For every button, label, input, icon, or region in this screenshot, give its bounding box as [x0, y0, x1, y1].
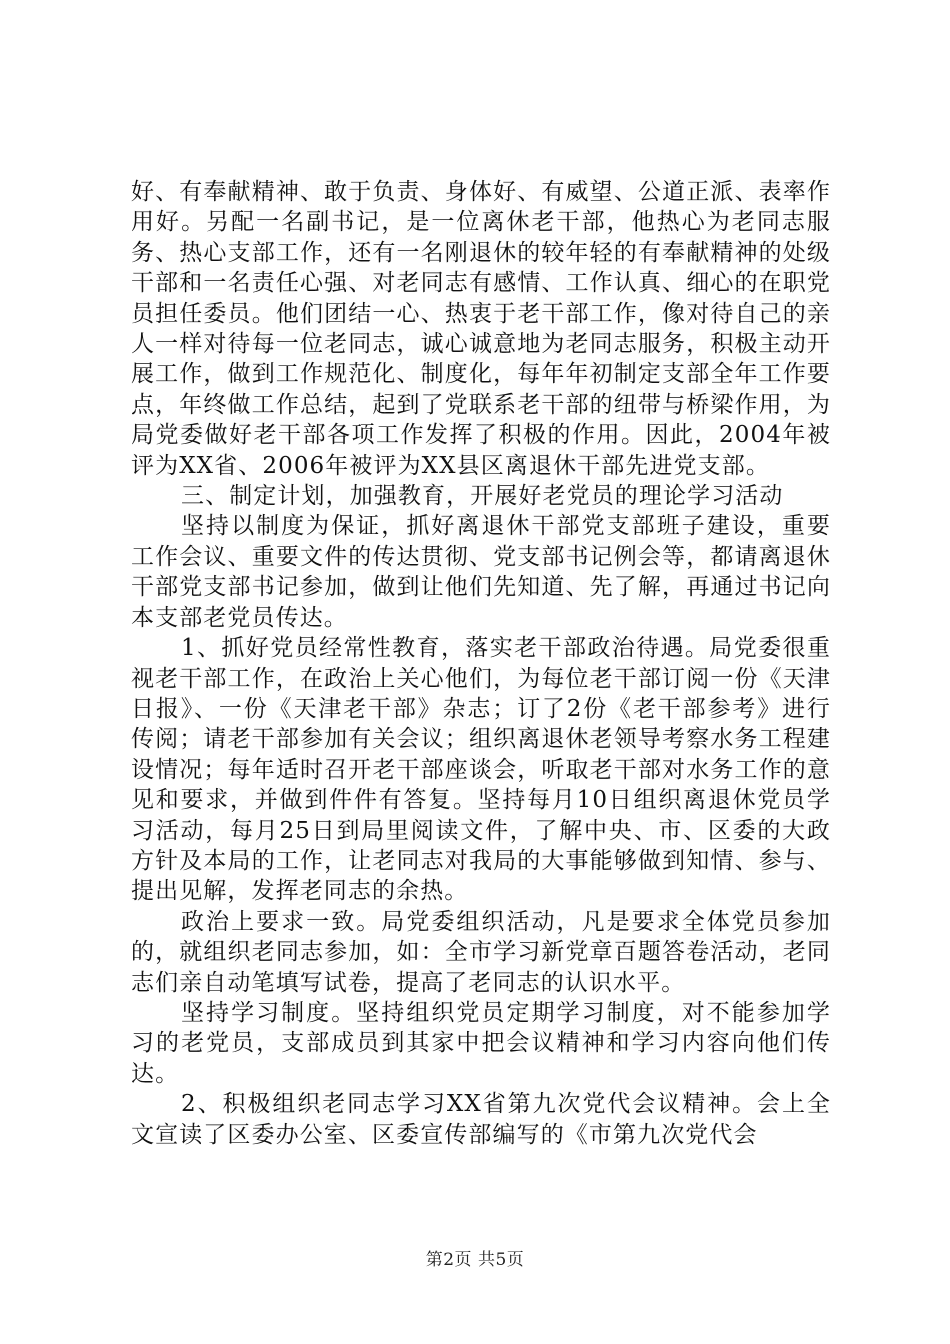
section-heading: 三、制定计划，加强教育，开展好老党员的理论学习活动	[181, 483, 784, 510]
page-number-footer: 第2页 共5页	[425, 1250, 525, 1270]
body-paragraph: 政治上要求一致。局党委组织活动，凡是要求全体党员参加的，就组织老同志参加，如：全市学习新党章百题答卷活动，老同志们亲自动笔填写试卷，提高了老同志的认识水平。	[131, 908, 831, 996]
document-body	[131, 177, 831, 1150]
body-paragraph: 坚持以制度为保证，抓好离退休干部党支部班子建设，重要工作会议、重要文件的传达贯彻、党支部书记例会等，都请离退休干部党支部书记参加，做到让他们先知道、先了解，再通过书记向本支部老党员传达。	[131, 513, 831, 631]
body-paragraph: 1、抓好党员经常性教育，落实老干部政治待遇。局党委很重视老干部工作，在政治上关心他们，为每位老干部订阅一份《天津日报》、一份《天津老干部》杂志；订了2份《老干部参考》进行传阅；请老干部参加有关会议；组织离退休老领导考察水务工程建设情况；每年适时召开老干部座谈会，听取老干部对水务工作的意见和要求，并做到件件有答复。坚持每月10日组织离退休党员学习活动，每月25日到局里阅读文件，了解中央、市、区委的大政方针及本局的工作，让老同志对我局的大事能够做到知情、参与、提出见解，发挥老同志的余热。	[131, 635, 831, 905]
body-paragraph: 坚持学习制度。坚持组织党员定期学习制度，对不能参加学习的老党员，支部成员到其家中把会议精神和学习内容向他们传达。	[131, 999, 831, 1087]
body-paragraph: 2、积极组织老同志学习XX省第九次党代会议精神。会上全文宣读了区委办公室、区委宣传部编写的《市第九次党代会	[131, 1091, 831, 1148]
body-paragraph-continued: 好、有奉献精神、敢于负责、身体好、有威望、公道正派、表率作用好。另配一名副书记，是一位离休老干部，他热心为老同志服务、热心支部工作，还有一名刚退休的较年轻的有奉献精神的处级干部和一名责任心强、对老同志有感情、工作认真、细心的在职党员担任委员。他们团结一心、热衷于老干部工作，像对待自己的亲人一样对待每一位老同志，诚心诚意地为老同志服务，积极主动开展工作，做到工作规范化、制度化，每年年初制定支部全年工作要点，年终做工作总结，起到了党联系老干部的纽带与桥梁作用，为局党委做好老干部各项工作发挥了积极的作用。因此，2004年被评为XX省、2006年被评为XX县区离退休干部先进党支部。	[131, 179, 831, 479]
